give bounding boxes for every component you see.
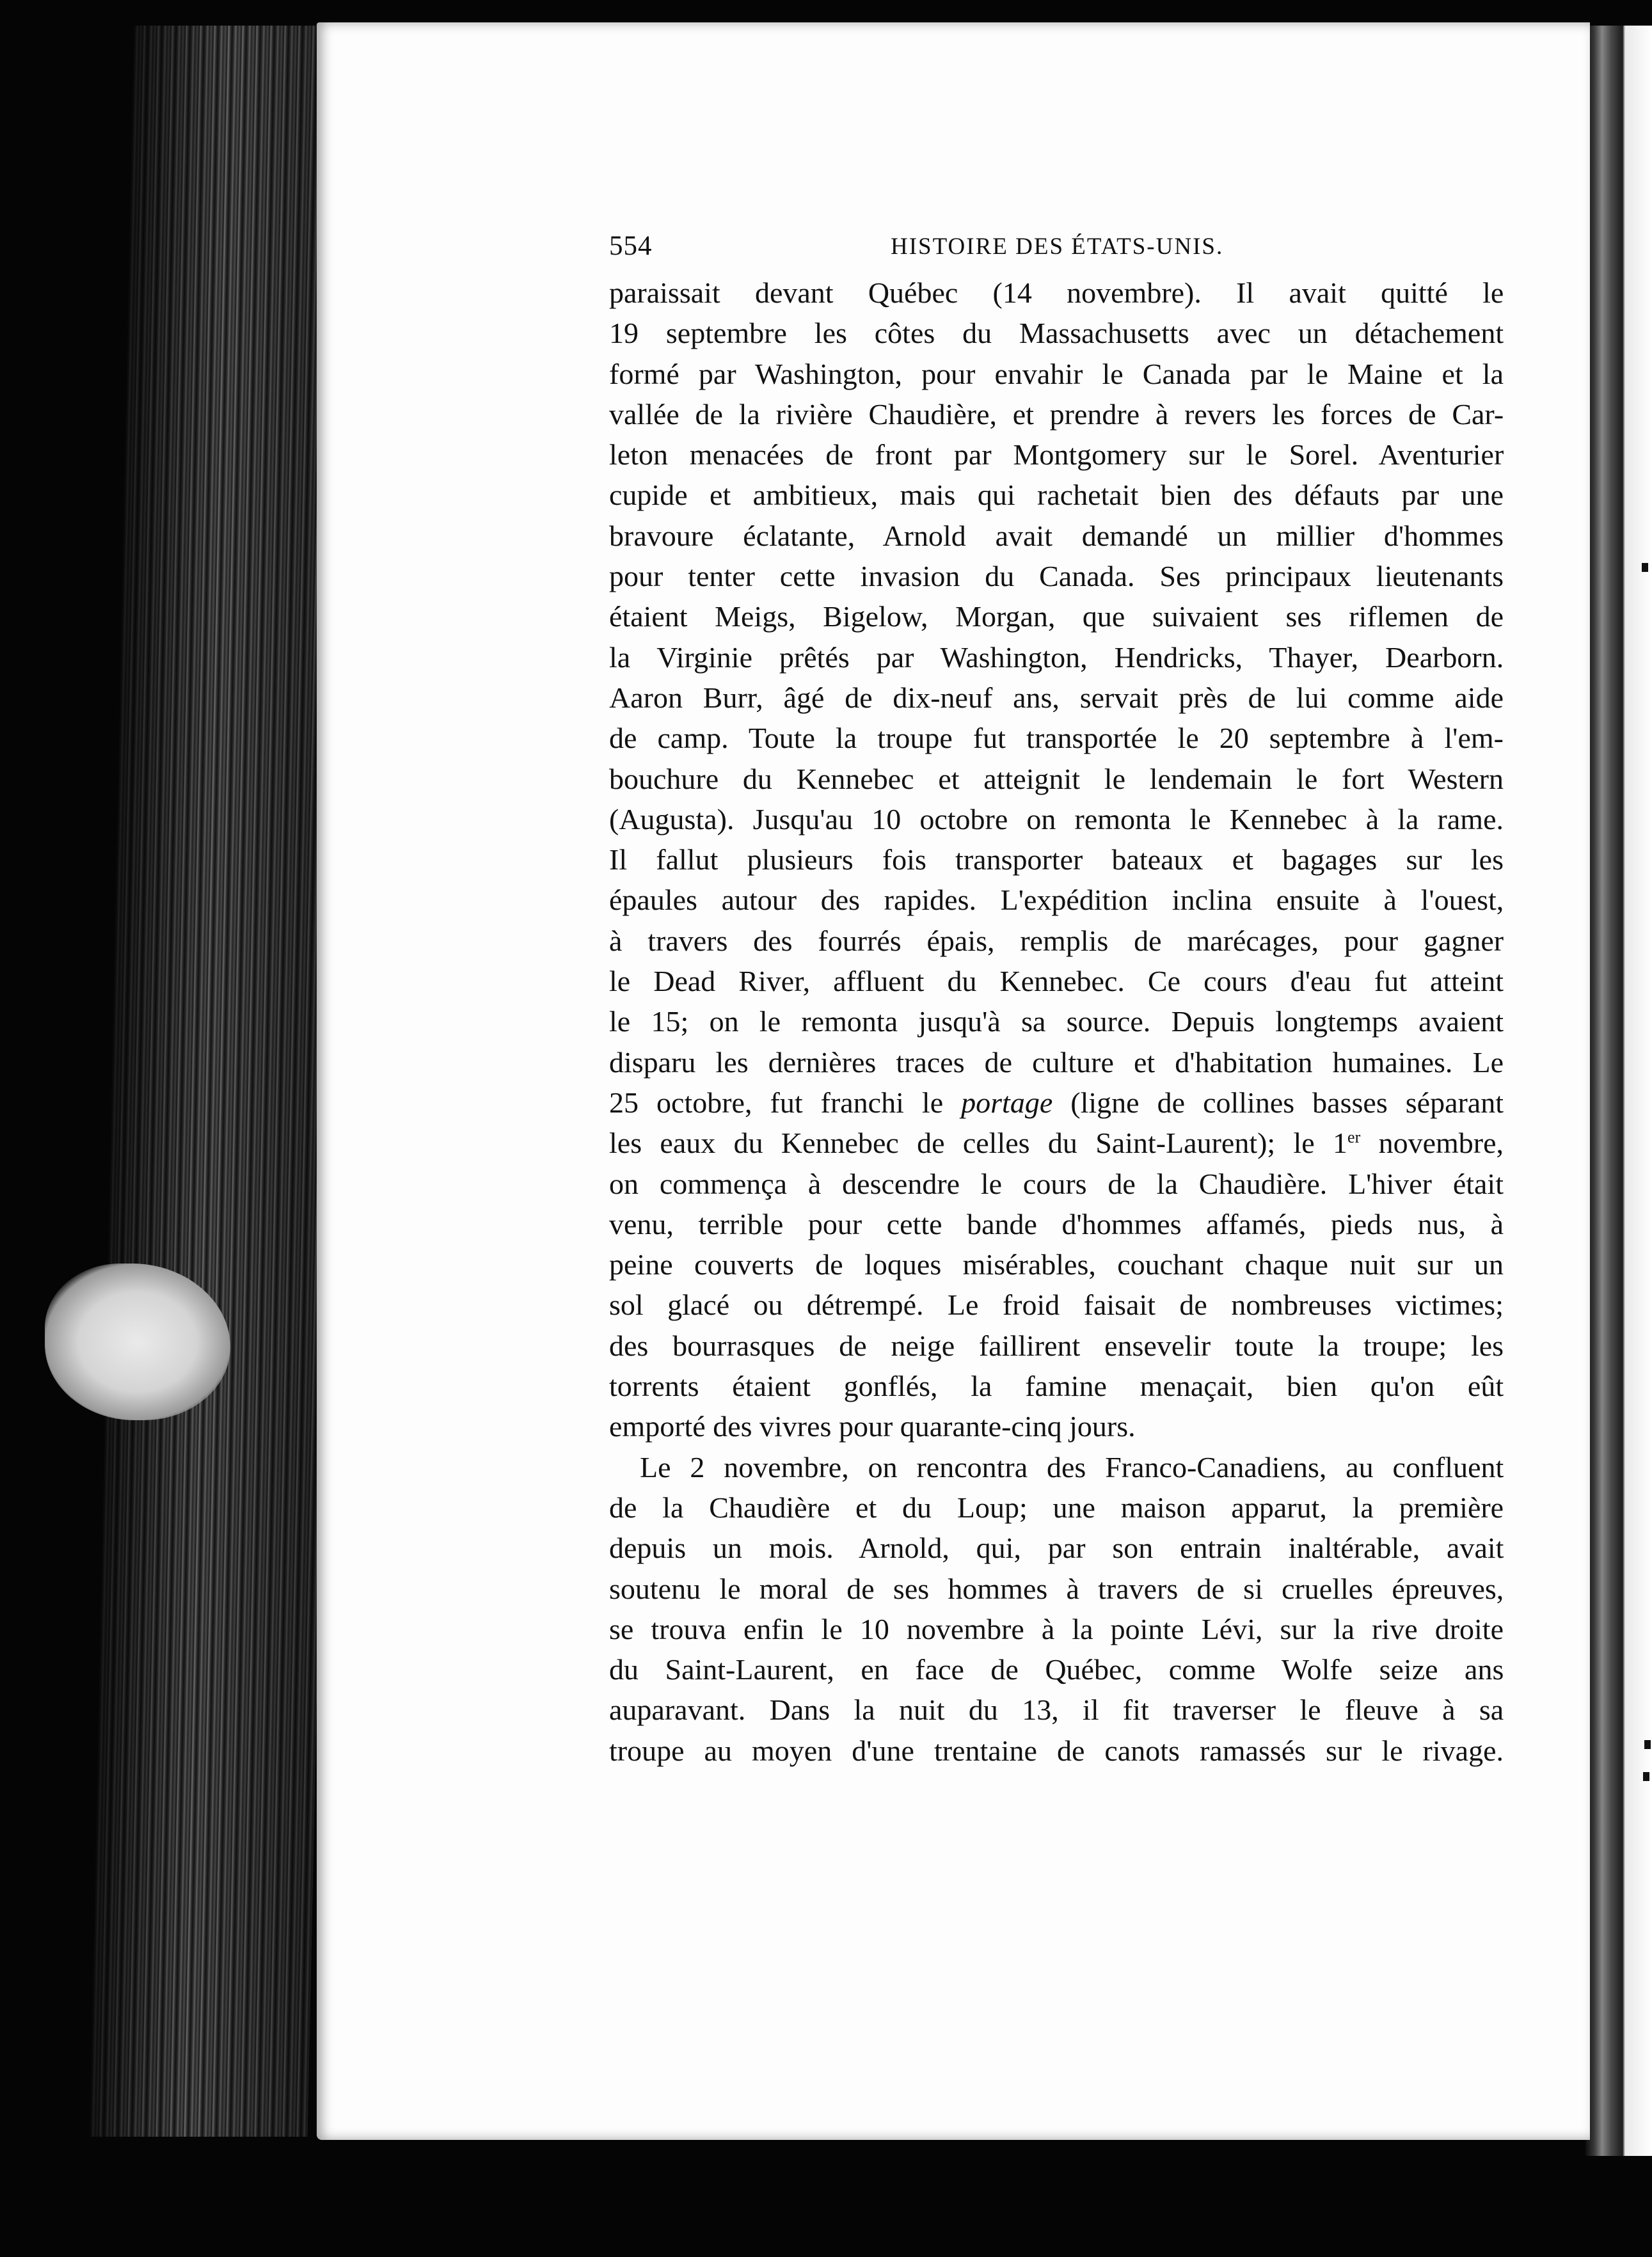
italic-term: portage xyxy=(961,1086,1053,1119)
running-title: HISTOIRE DES ÉTATS-UNIS. xyxy=(891,234,1224,260)
text-line: étaient Meigs, Bigelow, Morgan, que suivaient ses riflemen de xyxy=(609,600,1504,633)
text-line: emporté des vivres pour quarante-cinq jours. xyxy=(609,1410,1136,1443)
text-line: (Augusta). Jusqu'au 10 octobre on remonta le Kennebec à la rame. xyxy=(609,802,1504,835)
text-line: du Saint-Laurent, en face de Québec, comme Wolfe seize ans xyxy=(609,1653,1504,1686)
text-run: (ligne de collines basses séparant xyxy=(1052,1086,1504,1119)
text-line: leton menacées de front par Montgomery sur le Sorel. Aventurier xyxy=(609,438,1504,471)
text-line: troupe au moyen d'une trentaine de canots ramassés sur le rivage. xyxy=(609,1734,1504,1767)
running-head xyxy=(609,230,1505,269)
body-text xyxy=(609,273,1504,1771)
text-line: venu, terrible pour cette bande d'hommes affamés, pieds nus, à xyxy=(609,1207,1504,1240)
adjacent-page-mark xyxy=(1642,563,1648,572)
text-line: pour tenter cette invasion du Canada. Ses principaux lieutenants xyxy=(609,560,1504,593)
text-line: le 15; on le remonta jusqu'à sa source. Depuis longtemps avaient xyxy=(609,1005,1504,1038)
text-line: formé par Washington, pour envahir le Canada par le Maine et la xyxy=(609,357,1504,390)
text-line: bouchure du Kennebec et atteignit le lendemain le fort Western xyxy=(609,762,1504,795)
text-line: le Dead River, affluent du Kennebec. Ce cours d'eau fut atteint xyxy=(609,965,1504,998)
page-number: 554 xyxy=(609,231,653,261)
text-line: torrents étaient gonflés, la famine menaçait, bien qu'on eût xyxy=(609,1370,1504,1403)
text-line: de la Chaudière et du Loup; une maison apparut, la première xyxy=(609,1491,1504,1524)
text-line: 19 septembre les côtes du Massachusetts avec un détachement xyxy=(609,317,1504,350)
text-line: auparavant. Dans la nuit du 13, il fit traverser le fleuve à sa xyxy=(609,1693,1504,1727)
text-line: disparu les dernières traces de culture et d'habitation humaines. Le xyxy=(609,1045,1504,1079)
text-line: épaules autour des rapides. L'expédition inclina ensuite à l'ouest, xyxy=(609,883,1504,917)
book-page-edges-shadow xyxy=(90,26,351,2137)
text-line: bravoure éclatante, Arnold avait demandé un millier d'hommes xyxy=(609,519,1504,552)
text-line: vallée de la rivière Chaudière, et prendre à revers les forces de Car- xyxy=(609,397,1504,431)
text-run: les eaux du Kennebec de celles du Saint-Laurent); le 1 xyxy=(609,1127,1348,1160)
text-line: des bourrasques de neige faillirent ensevelir toute la troupe; les xyxy=(609,1329,1504,1362)
text-line: Aaron Burr, âgé de dix-neuf ans, servait près de lui comme aide xyxy=(609,681,1504,714)
text-line: Il fallut plusieurs fois transporter bateaux et bagages sur les xyxy=(609,843,1504,876)
text-run: 25 octobre, fut franchi le xyxy=(609,1086,962,1119)
text-line xyxy=(609,1123,1504,1163)
paragraph-2 xyxy=(609,1447,1504,1771)
text-line: de camp. Toute la troupe fut transportée le 20 septembre à l'em- xyxy=(609,722,1504,755)
text-line: paraissait devant Québec (14 novembre). Il avait quitté le xyxy=(609,276,1504,309)
text-line: soutenu le moral de ses hommes à travers de si cruelles épreuves, xyxy=(609,1572,1504,1605)
adjacent-page-edge xyxy=(1585,26,1652,2156)
text-line: peine couverts de loques misérables, couchant chaque nuit sur un xyxy=(609,1248,1504,1281)
superscript: er xyxy=(1347,1128,1361,1147)
text-line: Le 2 novembre, on rencontra des Franco-Canadiens, au confluent xyxy=(640,1450,1504,1484)
adjacent-page-mark xyxy=(1643,1772,1649,1781)
text-line: à travers des fourrés épais, remplis de marécages, pour gagner xyxy=(609,924,1504,957)
text-line: cupide et ambitieux, mais qui rachetait bien des défauts par une xyxy=(609,479,1504,512)
text-run: novembre, xyxy=(1360,1127,1504,1160)
text-line: se trouva enfin le 10 novembre à la pointe Lévi, sur la rive droite xyxy=(609,1612,1504,1645)
text-line: la Virginie prêtés par Washington, Hendricks, Thayer, Dearborn. xyxy=(609,640,1504,674)
text-line: sol glacé ou détrempé. Le froid faisait de nombreuses victimes; xyxy=(609,1288,1504,1322)
paragraph-1 xyxy=(609,273,1504,1447)
text-line: depuis un mois. Arnold, qui, par son entrain inaltérable, avait xyxy=(609,1532,1504,1565)
text-line xyxy=(609,1082,1504,1123)
adjacent-page-mark xyxy=(1644,1740,1651,1749)
text-line: on commença à descendre le cours de la Chaudière. L'hiver était xyxy=(609,1167,1504,1200)
